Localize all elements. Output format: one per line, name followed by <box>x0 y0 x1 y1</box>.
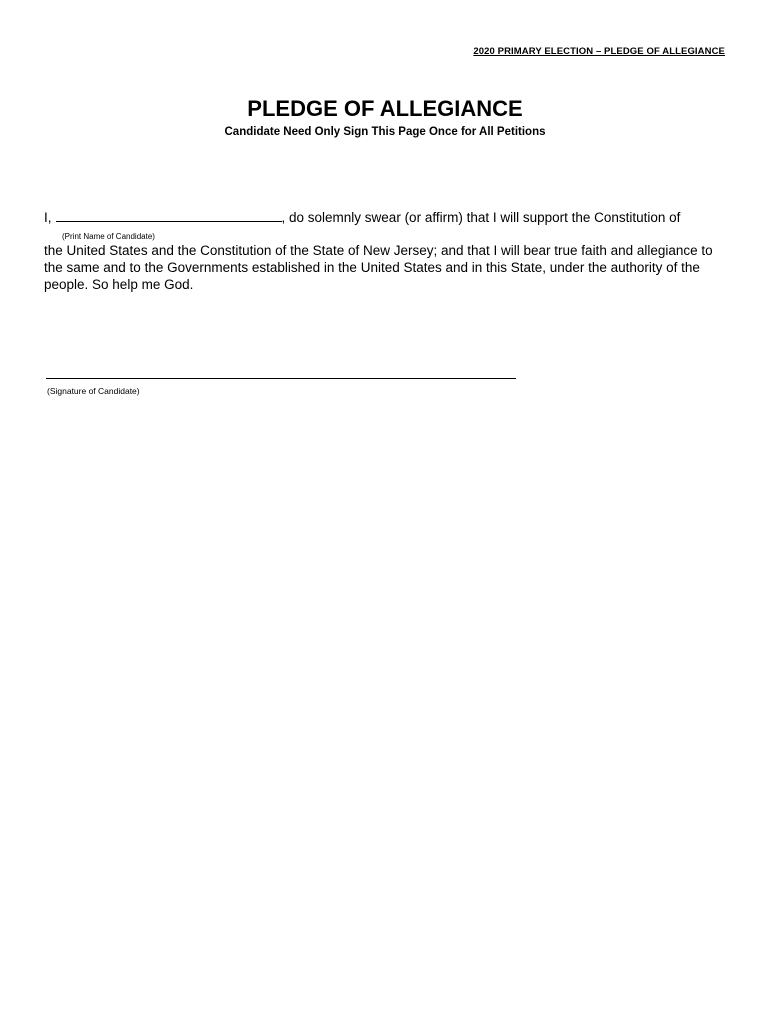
page-subtitle: Candidate Need Only Sign This Page Once for All Petitions <box>224 126 546 138</box>
oath-first-line <box>44 208 680 225</box>
print-name-caption: (Print Name of Candidate) <box>62 232 155 241</box>
signature-field[interactable] <box>46 378 516 379</box>
oath-line1-suffix: , do solemnly swear (or affirm) that I will support the Constitution of <box>281 210 681 225</box>
oath-body: the United States and the Constitution of the State of New Jersey; and that I will bear true faith and allegiance to the same and to the Governments established in the United States and in this State, under the authority of the people. So help me God. <box>44 243 713 292</box>
candidate-name-field[interactable] <box>56 208 282 222</box>
signature-caption: (Signature of Candidate) <box>47 386 140 396</box>
page-title: PLEDGE OF ALLEGIANCE <box>247 96 523 121</box>
header-note: 2020 PRIMARY ELECTION – PLEDGE OF ALLEGIANCE <box>473 46 725 57</box>
oath-prefix: I, <box>44 210 52 225</box>
